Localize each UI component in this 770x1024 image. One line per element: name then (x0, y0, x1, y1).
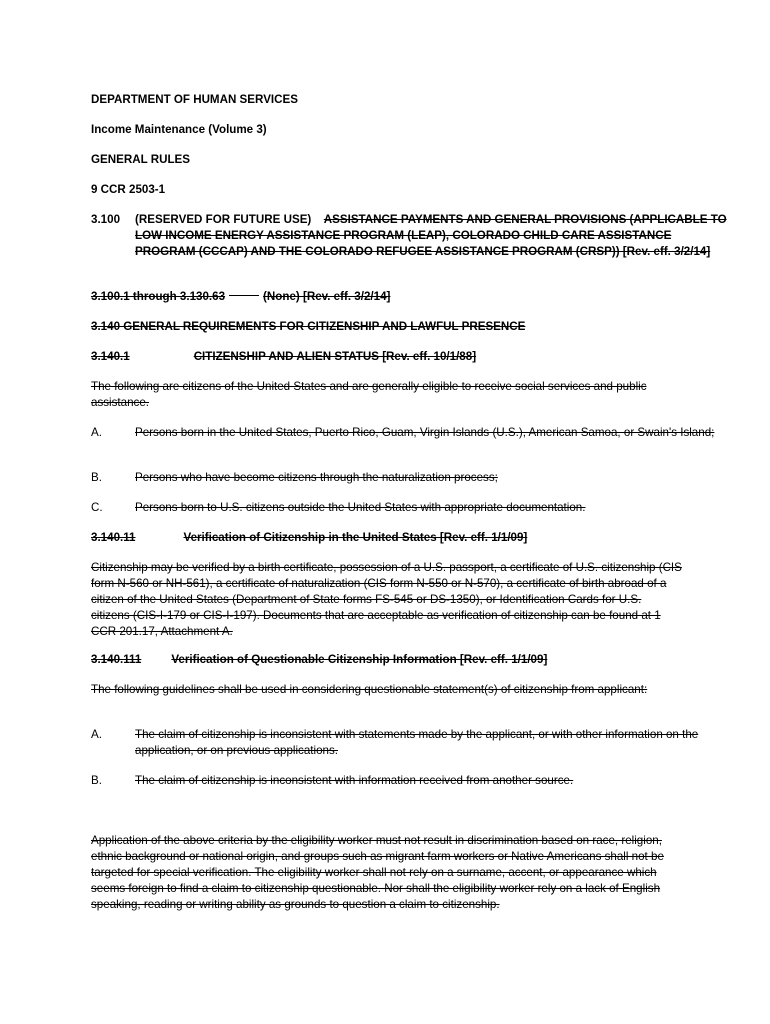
citizens-intro: The following are citizens of the United States and are generally eligible to receive social services and public assistance. (91, 380, 647, 409)
item-letter: C. (91, 501, 103, 514)
tab-leader (229, 295, 259, 296)
section-3-140-11 (91, 530, 683, 546)
item-text: Persons born to U.S. citizens outside the United States with appropriate documentation. (135, 501, 586, 514)
item-letter: A. (91, 426, 102, 439)
item-text: The claim of citizenship is inconsistent with statements made by the applicant, or with other information on the application, or on previous applications. (135, 728, 699, 757)
questionable-item-b (91, 773, 727, 789)
item-text: Persons who have become citizens through the naturalization process; (135, 471, 498, 484)
section-3-140-111 (91, 652, 683, 668)
item-letter: B. (91, 774, 102, 787)
citizens-item-a (91, 425, 727, 441)
section-3-140-1 (91, 349, 683, 365)
item-text: The claim of citizenship is inconsistent with information received from another source. (135, 774, 574, 787)
section-number: 3.140.111 (91, 653, 142, 666)
section-3-140: 3.140 GENERAL REQUIREMENTS FOR CITIZENSHIP AND LAWFUL PRESENCE (91, 320, 526, 333)
questionable-item-a (91, 727, 727, 759)
questionable-intro: The following guidelines shall be used in considering questionable statement(s) of citizenship from applicant: (91, 683, 648, 696)
section-3-100 (91, 212, 727, 260)
item-letter: A. (91, 728, 102, 741)
citizens-item-b (91, 470, 727, 486)
section-struck-title: ASSISTANCE PAYMENTS AND GENERAL PROVISIONS (APPLICABLE TO LOW INCOME ENERGY ASSISTANCE PROGRAM (LEAP), COLORADO CHILD CARE ASSISTANCE PROGRAM (CCCAP) AND THE COLORADO REFUGEE ASSISTANCE PROGRAM (CRSP)) [Rev. eff. 3/2/14] (135, 213, 727, 258)
section-number: 3.100.1 through 3.130.63 (91, 290, 226, 303)
rules-heading: GENERAL RULES (91, 153, 190, 166)
ccr-heading: 9 CCR 2503-1 (91, 183, 166, 196)
department-heading: DEPARTMENT OF HUMAN SERVICES (91, 93, 298, 106)
verification-body: Citizenship may be verified by a birth certificate, possession of a U.S. passport, a certificate of U.S. citizenship (CIS form N-560 or NH-561), a certificate of naturalization (CIS form N-550 or N-570), a certificate of birth abroad of a citizen of the United States (Department of State forms FS-545 or DS-1350), or Identification Cards for U.S. citizens (CIS-I-179 or CIS-I-197). Documents that are acceptable as verification of citizenship can be found at 1 CCR 201.17, Attachment A. (91, 561, 682, 638)
section-title: Verification of Questionable Citizenship Information [Rev. eff. 1/1/09] (171, 653, 548, 666)
citizens-item-c (91, 500, 727, 516)
section-number: 3.140.11 (91, 531, 136, 544)
section-number: 3.140.1 (91, 350, 130, 363)
closing-paragraph: Application of the above criteria by the eligibility worker must not result in discrimination based on race, religion, ethnic background or national origin, and groups such as migrant farm workers or Native Americans shall not be targeted for special verification. The eligibility worker shall not rely on a surname, accent, or appearance which seems foreign to find a claim to citizenship questionable. Nor shall the eligibility worker rely on a lack of English speaking, reading or writing ability as grounds to question a claim to citizenship. (91, 834, 664, 911)
item-text: Persons born in the United States, Puerto Rico, Guam, Virgin Islands (U.S.), American Samoa, or Swain's Island; (135, 426, 715, 439)
volume-heading: Income Maintenance (Volume 3) (91, 123, 267, 136)
section-number: 3.100 (91, 213, 121, 226)
section-title: Verification of Citizenship in the United States [Rev. eff. 1/1/09] (183, 531, 528, 544)
section-title: (None) [Rev. eff. 3/2/14] (263, 290, 391, 303)
item-letter: B. (91, 471, 102, 484)
section-3-100-1 (91, 289, 683, 305)
section-reserved-label: (RESERVED FOR FUTURE USE) (135, 213, 312, 226)
section-title: CITIZENSHIP AND ALIEN STATUS [Rev. eff. 10/1/88] (193, 350, 477, 363)
